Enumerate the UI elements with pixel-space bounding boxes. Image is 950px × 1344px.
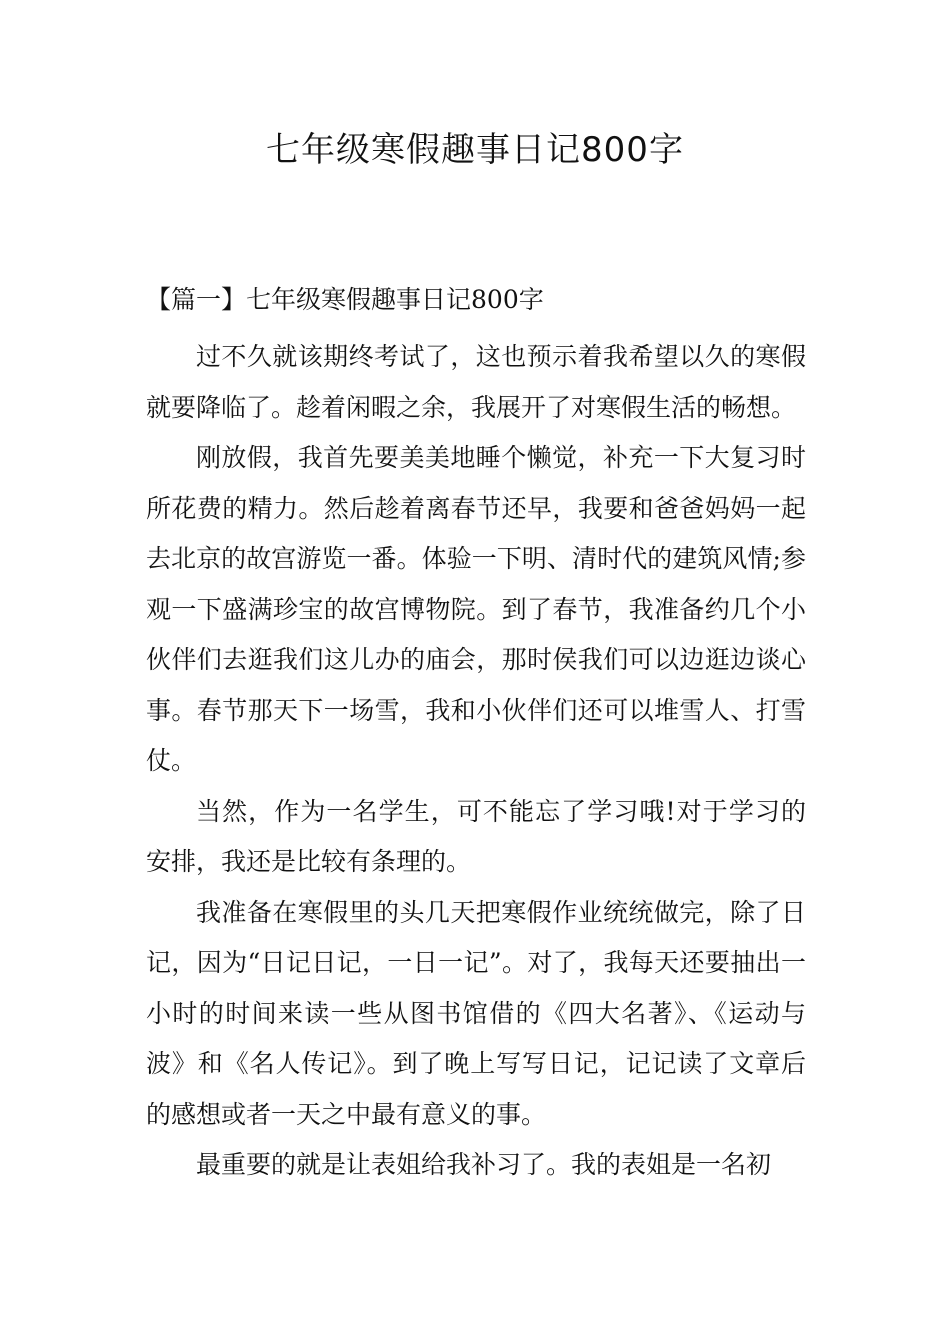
paragraph: 当然，作为一名学生，可不能忘了学习哦!对于学习的安排，我还是比较有条理的。 <box>146 796 806 876</box>
paragraph: 过不久就该期终考试了，这也预示着我希望以久的寒假就要降临了。趁着闲暇之余，我展开了对寒假生活的畅想。 <box>146 342 806 422</box>
document-title: 七年级寒假趣事日记800字 <box>266 130 684 170</box>
document-body <box>146 332 806 1191</box>
paragraph: 我准备在寒假里的头几天把寒假作业统统做完，除了日记，因为“日记日记，一日一记”。对了，我每天还要抽出一小时的时间来读一些从图书馆借的《四大名著》、《运动与波》和《名人传记》。到了晚上写写日记，记记读了文章后的感想或者一天之中最有意义的事。 <box>146 897 806 1129</box>
paragraph: 最重要的就是让表姐给我补习了。我的表姐是一名初 <box>196 1150 772 1179</box>
paragraph: 刚放假，我首先要美美地睡个懒觉，补充一下大复习时所花费的精力。然后趁着离春节还早，我要和爸爸妈妈一起去北京的故宫游览一番。体验一下明、清时代的建筑风情;参观一下盛满珍宝的故宫博物院。到了春节，我准备约几个小伙伴们去逛我们这儿办的庙会，那时侯我们可以边逛边谈心事。春节那天下一场雪，我和小伙伴们还可以堆雪人、打雪仗。 <box>146 443 806 775</box>
section-heading: 【篇一】七年级寒假趣事日记800字 <box>146 285 544 314</box>
